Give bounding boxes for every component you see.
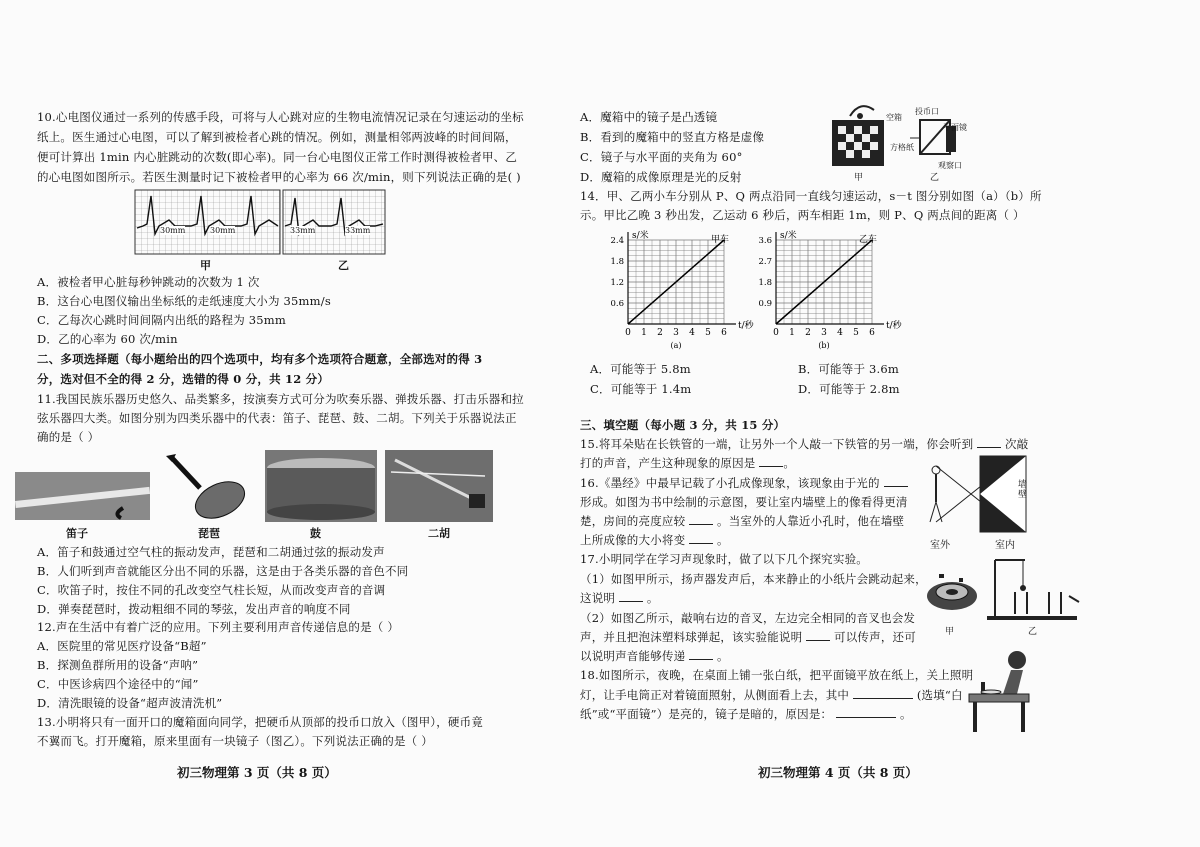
q16-line-1 xyxy=(580,476,908,490)
erhu-image xyxy=(385,450,493,522)
q13-option-a: A．魔箱中的镜子是凸透镜 xyxy=(580,110,718,124)
q16-blank-3[interactable] xyxy=(689,533,713,544)
ecg-measure-4: 33mm xyxy=(345,226,371,235)
x-tick-label: 5 xyxy=(853,328,859,338)
pinhole-diagram xyxy=(918,456,1048,532)
q14-line-2: 示。甲比乙晚 3 秒出发，乙运动 6 秒后，两车相距 1m，则 P、Q 两点间的距离（ ） xyxy=(580,208,1025,222)
q18-blank-1[interactable] xyxy=(853,688,913,699)
q18-line-2 xyxy=(580,688,963,702)
section-2-title-1: 二、多项选择题（每小题给出的四个选项中，均有多个选项符合题意，全部选对的得 3 xyxy=(37,352,483,366)
forks-label-yi: 乙 xyxy=(1028,627,1038,637)
q11-line-2: 弦乐器四大类。如图分别为四类乐器中的代表：笛子、琵琶、鼓、二胡。下列关于乐器说法正 xyxy=(37,411,517,425)
x-tick-label: 3 xyxy=(673,328,679,338)
q14-line-1: 14．甲、乙两小车分别从 P、Q 两点沿同一直线匀速运动，s－t 图分别如图（a）（b）所 xyxy=(580,189,1042,203)
q16-line-4-tail: 。 xyxy=(717,533,729,547)
q10-option-a: A．被检者甲心脏每秒钟跳动的次数为 1 次 xyxy=(37,275,260,289)
q11-option-b: B．人们听到声音就能区分出不同的乐器，这是由于各类乐器的音色不同 xyxy=(37,564,409,578)
x-axis-label: t/秒 xyxy=(886,321,902,331)
label-drum: 鼓 xyxy=(310,527,321,540)
q16-blank-1[interactable] xyxy=(884,476,908,487)
q13-line-2: 不翼而飞。打开魔箱，原来里面有一块镜子（图乙）。下列说法正确的是（ ） xyxy=(37,734,433,748)
q16-line-3 xyxy=(580,514,904,528)
q14-option-b: B．可能等于 3.6m xyxy=(798,362,899,376)
ecg-measure-3: 33mm xyxy=(290,226,316,235)
tuning-forks-image xyxy=(985,556,1085,626)
ecg-label-yi: 乙 xyxy=(338,259,349,272)
q11-option-c: C．吹笛子时，按住不同的孔改变空气柱长短，从而改变声音的音调 xyxy=(37,583,386,597)
q10-option-b: B．这台心电图仪输出坐标纸的走纸速度大小为 35mm/s xyxy=(37,294,331,308)
x-axis-label: t/秒 xyxy=(738,321,754,331)
q18-line-2-text: 灯，让手电筒正对着镜面照射，从侧面看上去，其中 xyxy=(580,688,850,702)
magic-label-coin-slot: 投币口 xyxy=(915,107,939,116)
y-tick-label: 1.8 xyxy=(610,257,624,267)
q16-line-3-tail: 。当室外的人靠近小孔时，他在墙壁 xyxy=(717,514,905,528)
q12-option-b: B．探测鱼群所用的设备“声呐” xyxy=(37,658,199,672)
y-tick-label: 3.6 xyxy=(758,236,772,246)
q17-blank-2[interactable] xyxy=(806,630,830,641)
q10-option-d: D．乙的心率为 60 次/min xyxy=(37,332,178,346)
q10-option-c: C．乙每次心跳时间间隔内出纸的路程为 35mm xyxy=(37,313,286,327)
magic-label-mirror: 平面镜 xyxy=(943,123,967,132)
q16-line-3-text: 楚，房间的亮度应较 xyxy=(580,514,686,528)
q18-line-1: 18.如图所示，夜晚，在桌面上铺一张白纸，把平面镜平放在纸上，关上照明 xyxy=(580,668,974,682)
x-tick-label: 0 xyxy=(625,328,631,338)
q16-blank-2[interactable] xyxy=(689,514,713,525)
magic-label-view: 观察口 xyxy=(938,161,962,170)
pinhole-label-wall: 墙壁 xyxy=(1018,480,1028,500)
q10-line-2: 纸上。医生通过心电图，可以了解到被检者心跳的情况。例如，测量相邻两波峰的时间间隔， xyxy=(37,130,517,144)
magic-label-grid: 方格纸 xyxy=(890,143,914,152)
q17-stem: 17.小明同学在学习声现象时，做了以下几个探究实验。 xyxy=(580,552,868,566)
x-tick-label: 0 xyxy=(773,328,779,338)
q17-part1-line2 xyxy=(580,591,659,605)
x-tick-label: 2 xyxy=(657,328,663,338)
q17-part1-text: 这说明 xyxy=(580,591,616,605)
x-tick-label: 6 xyxy=(869,328,875,338)
x-tick-label: 1 xyxy=(789,328,795,338)
legend-label: 乙车 xyxy=(858,235,878,245)
magic-label-jia: 甲 xyxy=(854,173,864,183)
label-flute: 笛子 xyxy=(66,527,88,540)
st-chart-b xyxy=(748,228,902,350)
q15-line-2: 打的声音，产生这种现象的原因是 。 xyxy=(580,456,796,470)
q17-part1-end: 。 xyxy=(646,591,659,605)
q15-line-1 xyxy=(580,437,1028,451)
q12-option-a: A．医院里的常见医疗设备“B超” xyxy=(37,639,207,653)
x-tick-label: 2 xyxy=(805,328,811,338)
q17-part2-line2 xyxy=(580,630,916,644)
pinhole-label-outside: 室外 xyxy=(930,540,950,551)
q17-blank-3[interactable] xyxy=(689,649,713,660)
q11-option-a: A．笛子和鼓通过空气柱的振动发声，琵琶和二胡通过弦的振动发声 xyxy=(37,545,385,559)
y-tick-label: 0.9 xyxy=(758,299,772,309)
q16-line-4 xyxy=(580,533,729,547)
ecg-jia-strip xyxy=(135,190,385,254)
drum-image xyxy=(265,450,377,522)
q13-line-1: 13.小明将只有一面开口的魔箱面向同学，把硬币从顶部的投币口放入（图甲），硬币竟 xyxy=(37,715,484,729)
q18-line-2-tail: (选填“白 xyxy=(916,688,963,702)
y-tick-label: 2.7 xyxy=(758,257,772,267)
y-tick-label: 1.8 xyxy=(758,278,772,288)
right-page-footer: 初三物理第 4 页（共 8 页） xyxy=(758,765,918,780)
y-axis-label: s/米 xyxy=(780,231,797,241)
speaker-label-jia: 甲 xyxy=(945,627,955,637)
q15-blank-2[interactable] xyxy=(759,456,783,467)
chart-caption: (b) xyxy=(818,341,830,350)
q18-line-3 xyxy=(580,707,912,721)
label-erhu: 二胡 xyxy=(428,527,450,540)
magic-label-yi: 乙 xyxy=(930,173,940,183)
y-tick-label: 1.2 xyxy=(610,278,624,288)
y-axis-label: s/米 xyxy=(632,231,649,241)
q13-option-d: D．魔箱的成像原理是光的反射 xyxy=(580,170,742,184)
flute-image xyxy=(15,472,150,520)
section-2-title-2: 分，选对但不全的得 2 分，选错的得 0 分，共 12 分） xyxy=(37,372,330,386)
q11-line-1: 11.我国民族乐器历史悠久、品类繁多，按演奏方式可分为吹奏乐器、弹拨乐器、打击乐器和拉 xyxy=(37,392,524,406)
q10-line-3: 便可计算出 1min 内心脏跳动的次数(即心率)。同一台心电图仪正常工作时测得被检者甲、乙 xyxy=(37,150,518,164)
q17-part1-line1: （1）如图甲所示，扬声器发声后，本来静止的小纸片会跳动起来， xyxy=(580,572,927,586)
q12-stem: 12.声在生活中有着广泛的应用。下列主要利用声音传递信息的是（ ） xyxy=(37,620,400,634)
ecg-measure-2: 30mm xyxy=(210,226,236,235)
pipa-image xyxy=(158,452,258,522)
q15-line-2-text: 打的声音，产生这种现象的原因是 xyxy=(580,456,756,470)
q17-part2-line1: （2）如图乙所示，敲响右边的音叉，左边完全相同的音叉也会发 xyxy=(580,611,916,625)
q15-line-1-tail: 次敲 xyxy=(1005,437,1029,451)
chart-caption: (a) xyxy=(670,341,682,350)
q14-option-c: C．可能等于 1.4m xyxy=(590,382,692,396)
q12-option-d: D．清洗眼镜的设备“超声波清洗机” xyxy=(37,696,223,710)
pinhole-label-inside: 室内 xyxy=(995,540,1015,551)
section-3-title: 三、填空题（每小题 3 分，共 15 分） xyxy=(580,418,786,432)
q11-line-3: 确的是（ ） xyxy=(37,430,100,444)
q13-option-b: B．看到的魔箱中的竖直方格是虚像 xyxy=(580,130,765,144)
ecg-measure-1: 30mm xyxy=(160,226,186,235)
q12-option-c: C．中医诊病四个途径中的“闻” xyxy=(37,677,199,691)
q17-part2-tail: 可以传声，还可 xyxy=(834,630,916,644)
speaker-image xyxy=(925,568,979,620)
q15-blank-1[interactable] xyxy=(977,437,1001,448)
st-chart-a xyxy=(600,228,754,350)
ecg-label-jia: 甲 xyxy=(200,259,211,272)
q10-line-1: 10.心电图仪通过一系列的传感手段，可将与人心跳对应的生物电流情况记录在匀速运动的坐标 xyxy=(37,110,524,124)
x-tick-label: 4 xyxy=(837,328,843,338)
q16-line-2: 形成。如图为书中绘制的示意图，要让室内墙壁上的像看得更清 xyxy=(580,495,908,509)
q17-part2-text: 声，并且把泡沫塑料球弹起，该实验能说明 xyxy=(580,630,803,644)
q14-option-a: A．可能等于 5.8m xyxy=(590,362,691,376)
legend-label: 甲车 xyxy=(710,235,730,245)
q17-blank-1[interactable] xyxy=(619,591,643,602)
q18-line-3-text: 纸”或“平面镜”）是亮的，镜子是暗的，原因是： xyxy=(580,707,833,721)
x-tick-label: 6 xyxy=(721,328,727,338)
y-tick-label: 2.4 xyxy=(610,236,624,246)
magic-box-jia xyxy=(830,102,888,168)
x-tick-label: 4 xyxy=(689,328,695,338)
x-tick-label: 1 xyxy=(641,328,647,338)
right-page xyxy=(580,0,1200,847)
label-pipa: 琵琶 xyxy=(198,527,220,540)
q17-part2-line3 xyxy=(580,649,729,663)
x-tick-label: 3 xyxy=(821,328,827,338)
q13-option-c: C．镜子与水平面的夹角为 60° xyxy=(580,150,743,164)
x-tick-label: 5 xyxy=(705,328,711,338)
q14-option-d: D．可能等于 2.8m xyxy=(798,382,900,396)
q17-part2-end: 。 xyxy=(717,649,729,663)
q17-part2-text-2: 以说明声音能够传递 xyxy=(580,649,686,663)
y-tick-label: 0.6 xyxy=(610,299,624,309)
magic-label-hole: 空箱 xyxy=(886,113,902,122)
q10-line-4: 的心电图如图所示。若医生测量时记下被检者甲的心率为 66 次/min，则下列说法正确的是( ) xyxy=(37,170,521,184)
q16-line-1-text: 16.《墨经》中最早记载了小孔成像现象，该现象由于光的 xyxy=(580,476,880,490)
q18-blank-2[interactable] xyxy=(836,707,896,718)
q18-line-3-end: 。 xyxy=(899,707,912,721)
left-page-footer: 初三物理第 3 页（共 8 页） xyxy=(177,765,337,780)
q16-line-4-text: 上所成像的大小将变 xyxy=(580,533,686,547)
q11-option-d: D．弹奏琵琶时，拨动粗细不同的琴弦，发出声音的响度不同 xyxy=(37,602,351,616)
q15-line-1-text: 15.将耳朵贴在长铁管的一端，让另外一个人敲一下铁管的另一端，你会听到 xyxy=(580,437,974,451)
flashlight-mirror-image xyxy=(965,648,1037,734)
